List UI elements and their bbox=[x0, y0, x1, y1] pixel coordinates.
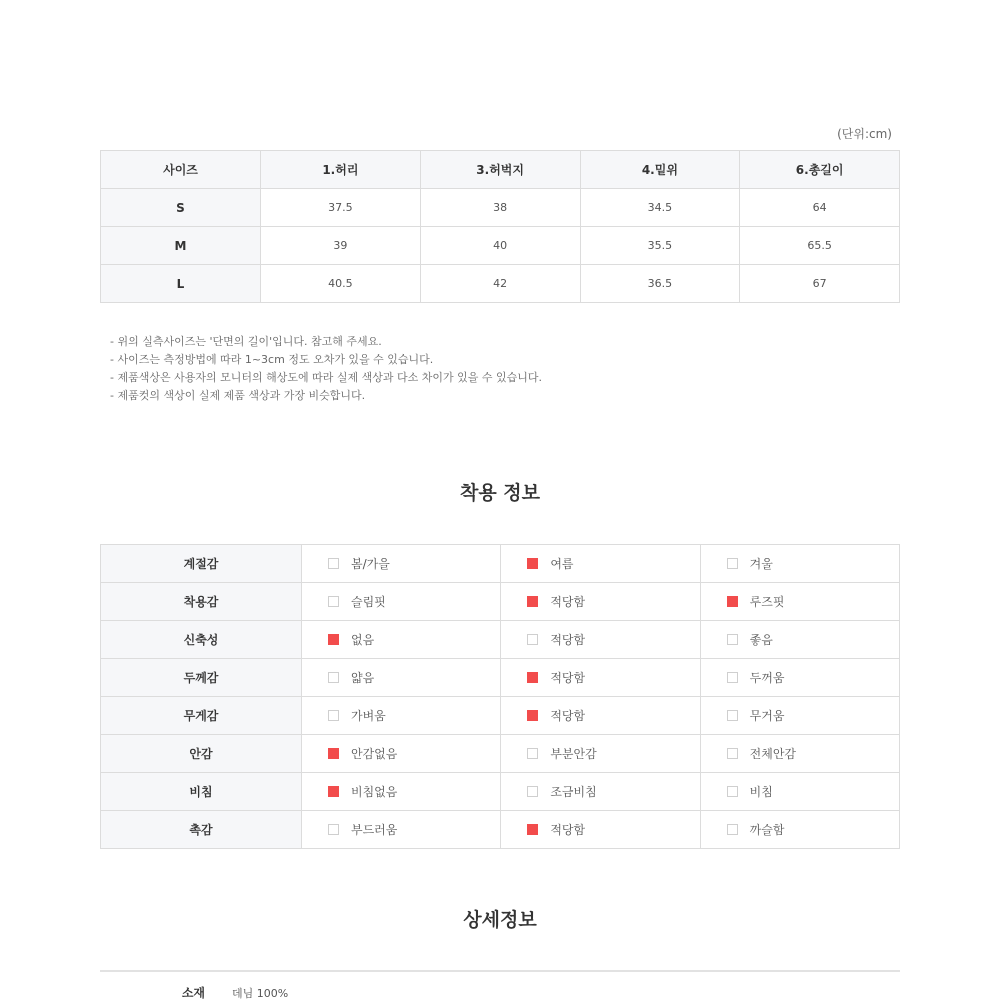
detail-info-title: 상세정보 bbox=[463, 909, 537, 931]
fit-option-label: 조금비침 bbox=[550, 785, 597, 799]
fit-option[interactable] bbox=[302, 811, 501, 849]
fit-option-label: 겨울 bbox=[749, 557, 773, 571]
fit-option-label: 무거움 bbox=[749, 709, 785, 723]
fit-option[interactable] bbox=[501, 621, 700, 659]
table-row bbox=[101, 545, 900, 583]
unchecked-box-icon[interactable] bbox=[328, 596, 339, 607]
fit-row-label: 촉감 bbox=[101, 811, 302, 849]
fit-option[interactable] bbox=[700, 697, 899, 735]
table-row bbox=[101, 811, 900, 849]
size-label: M bbox=[101, 227, 261, 265]
note-line: - 제품컷의 색상이 실제 제품 색상과 가장 비슷합니다. bbox=[110, 389, 366, 402]
checked-box-icon[interactable] bbox=[328, 634, 339, 645]
fit-option[interactable] bbox=[501, 583, 700, 621]
size-table-header-row bbox=[101, 151, 900, 189]
checked-box-icon[interactable] bbox=[727, 596, 738, 607]
unchecked-box-icon[interactable] bbox=[727, 672, 738, 683]
fit-option[interactable] bbox=[302, 697, 501, 735]
material-label: 소재 bbox=[181, 986, 205, 1000]
fit-option-label: 적당함 bbox=[550, 633, 586, 647]
size-value: 67 bbox=[740, 265, 900, 303]
fit-option-label: 부분안감 bbox=[550, 747, 597, 761]
note-line: - 위의 실측사이즈는 '단면의 길이'입니다. 참고해 주세요. bbox=[110, 335, 382, 348]
fit-option-label: 루즈핏 bbox=[749, 595, 785, 609]
size-notes bbox=[110, 333, 542, 405]
table-row bbox=[101, 583, 900, 621]
fit-option-label: 전체안감 bbox=[749, 747, 797, 761]
fit-option-label: 봄/가을 bbox=[351, 557, 390, 571]
fit-option[interactable] bbox=[501, 659, 700, 697]
detail-table bbox=[100, 970, 900, 1002]
size-value: 42 bbox=[420, 265, 580, 303]
unchecked-box-icon[interactable] bbox=[527, 634, 538, 645]
size-label: S bbox=[101, 189, 261, 227]
fit-option[interactable] bbox=[700, 735, 899, 773]
fit-option[interactable] bbox=[700, 545, 899, 583]
table-row bbox=[101, 265, 900, 303]
size-value: 40.5 bbox=[261, 265, 421, 303]
size-label: L bbox=[101, 265, 261, 303]
fit-option-label: 비침 bbox=[749, 785, 773, 799]
size-value: 64 bbox=[740, 189, 900, 227]
checked-box-icon[interactable] bbox=[527, 596, 538, 607]
checked-box-icon[interactable] bbox=[328, 786, 339, 797]
fit-option-label: 까슬함 bbox=[749, 823, 785, 837]
unchecked-box-icon[interactable] bbox=[727, 558, 738, 569]
header-rise: 4.밑위 bbox=[580, 151, 740, 189]
material-value: 데님 100% bbox=[232, 987, 289, 1000]
fit-option-label: 없음 bbox=[351, 633, 375, 647]
fit-option-label: 적당함 bbox=[550, 709, 586, 723]
table-row bbox=[101, 697, 900, 735]
checked-box-icon[interactable] bbox=[328, 748, 339, 759]
unchecked-box-icon[interactable] bbox=[727, 634, 738, 645]
unchecked-box-icon[interactable] bbox=[727, 786, 738, 797]
table-row bbox=[101, 773, 900, 811]
fit-option[interactable] bbox=[302, 659, 501, 697]
fit-option[interactable] bbox=[302, 583, 501, 621]
fit-option[interactable] bbox=[700, 583, 899, 621]
header-thigh: 3.허벅지 bbox=[420, 151, 580, 189]
size-value: 39 bbox=[261, 227, 421, 265]
fit-option-label: 적당함 bbox=[550, 671, 586, 685]
table-row bbox=[101, 189, 900, 227]
unchecked-box-icon[interactable] bbox=[328, 672, 339, 683]
fit-option[interactable] bbox=[501, 697, 700, 735]
fit-option-label: 여름 bbox=[550, 557, 574, 571]
unchecked-box-icon[interactable] bbox=[727, 824, 738, 835]
note-line: - 제품색상은 사용자의 모니터의 해상도에 따라 실제 색상과 다소 차이가 있을 수 있습니다. bbox=[110, 371, 542, 384]
size-value: 35.5 bbox=[580, 227, 740, 265]
fit-option[interactable] bbox=[302, 621, 501, 659]
fit-row-label: 두께감 bbox=[101, 659, 302, 697]
checked-box-icon[interactable] bbox=[527, 558, 538, 569]
unit-label: (단위:cm) bbox=[837, 127, 892, 141]
unchecked-box-icon[interactable] bbox=[727, 710, 738, 721]
table-row bbox=[101, 227, 900, 265]
unchecked-box-icon[interactable] bbox=[527, 748, 538, 759]
note-line: - 사이즈는 측정방법에 따라 1~3cm 정도 오차가 있을 수 있습니다. bbox=[110, 353, 434, 366]
unchecked-box-icon[interactable] bbox=[727, 748, 738, 759]
checked-box-icon[interactable] bbox=[527, 672, 538, 683]
fit-row-label: 비침 bbox=[101, 773, 302, 811]
fit-option-label: 안감없음 bbox=[351, 747, 398, 761]
checked-box-icon[interactable] bbox=[527, 824, 538, 835]
fit-option[interactable] bbox=[700, 659, 899, 697]
fit-row-label: 계절감 bbox=[101, 545, 302, 583]
fit-option[interactable] bbox=[700, 811, 899, 849]
fit-row-label: 안감 bbox=[101, 735, 302, 773]
fit-option[interactable] bbox=[302, 735, 501, 773]
fit-option-label: 좋음 bbox=[749, 633, 773, 647]
fit-option[interactable] bbox=[501, 735, 700, 773]
size-value: 37.5 bbox=[261, 189, 421, 227]
unchecked-box-icon[interactable] bbox=[328, 710, 339, 721]
size-value: 34.5 bbox=[580, 189, 740, 227]
unchecked-box-icon[interactable] bbox=[328, 824, 339, 835]
header-size: 사이즈 bbox=[101, 151, 261, 189]
checked-box-icon[interactable] bbox=[527, 710, 538, 721]
fit-option-label: 가벼움 bbox=[351, 709, 386, 723]
fit-option-label: 얇음 bbox=[351, 671, 375, 685]
fit-row-label: 신축성 bbox=[101, 621, 302, 659]
table-row bbox=[101, 659, 900, 697]
fit-option[interactable] bbox=[700, 621, 899, 659]
fit-option-label: 비침없음 bbox=[351, 785, 398, 799]
header-waist: 1.허리 bbox=[261, 151, 421, 189]
fit-option[interactable] bbox=[501, 811, 700, 849]
fit-option[interactable] bbox=[700, 773, 899, 811]
size-table bbox=[100, 150, 900, 303]
fit-option-label: 부드러움 bbox=[351, 823, 398, 837]
fit-option[interactable] bbox=[501, 773, 700, 811]
fit-option[interactable] bbox=[501, 545, 700, 583]
size-value: 38 bbox=[420, 189, 580, 227]
fit-option-label: 적당함 bbox=[550, 823, 586, 837]
unchecked-box-icon[interactable] bbox=[328, 558, 339, 569]
fit-option[interactable] bbox=[302, 773, 501, 811]
size-value: 40 bbox=[420, 227, 580, 265]
size-value: 65.5 bbox=[740, 227, 900, 265]
size-value: 36.5 bbox=[580, 265, 740, 303]
fit-row-label: 무게감 bbox=[101, 697, 302, 735]
fit-option[interactable] bbox=[302, 545, 501, 583]
fit-option-label: 적당함 bbox=[550, 595, 586, 609]
fit-option-label: 두꺼움 bbox=[749, 671, 785, 685]
fit-table bbox=[100, 544, 900, 849]
fit-row-label: 착용감 bbox=[101, 583, 302, 621]
header-total-length: 6.총길이 bbox=[740, 151, 900, 189]
table-row bbox=[101, 735, 900, 773]
fit-info-title: 착용 정보 bbox=[459, 482, 541, 504]
fit-option-label: 슬림핏 bbox=[351, 595, 386, 609]
unchecked-box-icon[interactable] bbox=[527, 786, 538, 797]
table-row bbox=[101, 621, 900, 659]
